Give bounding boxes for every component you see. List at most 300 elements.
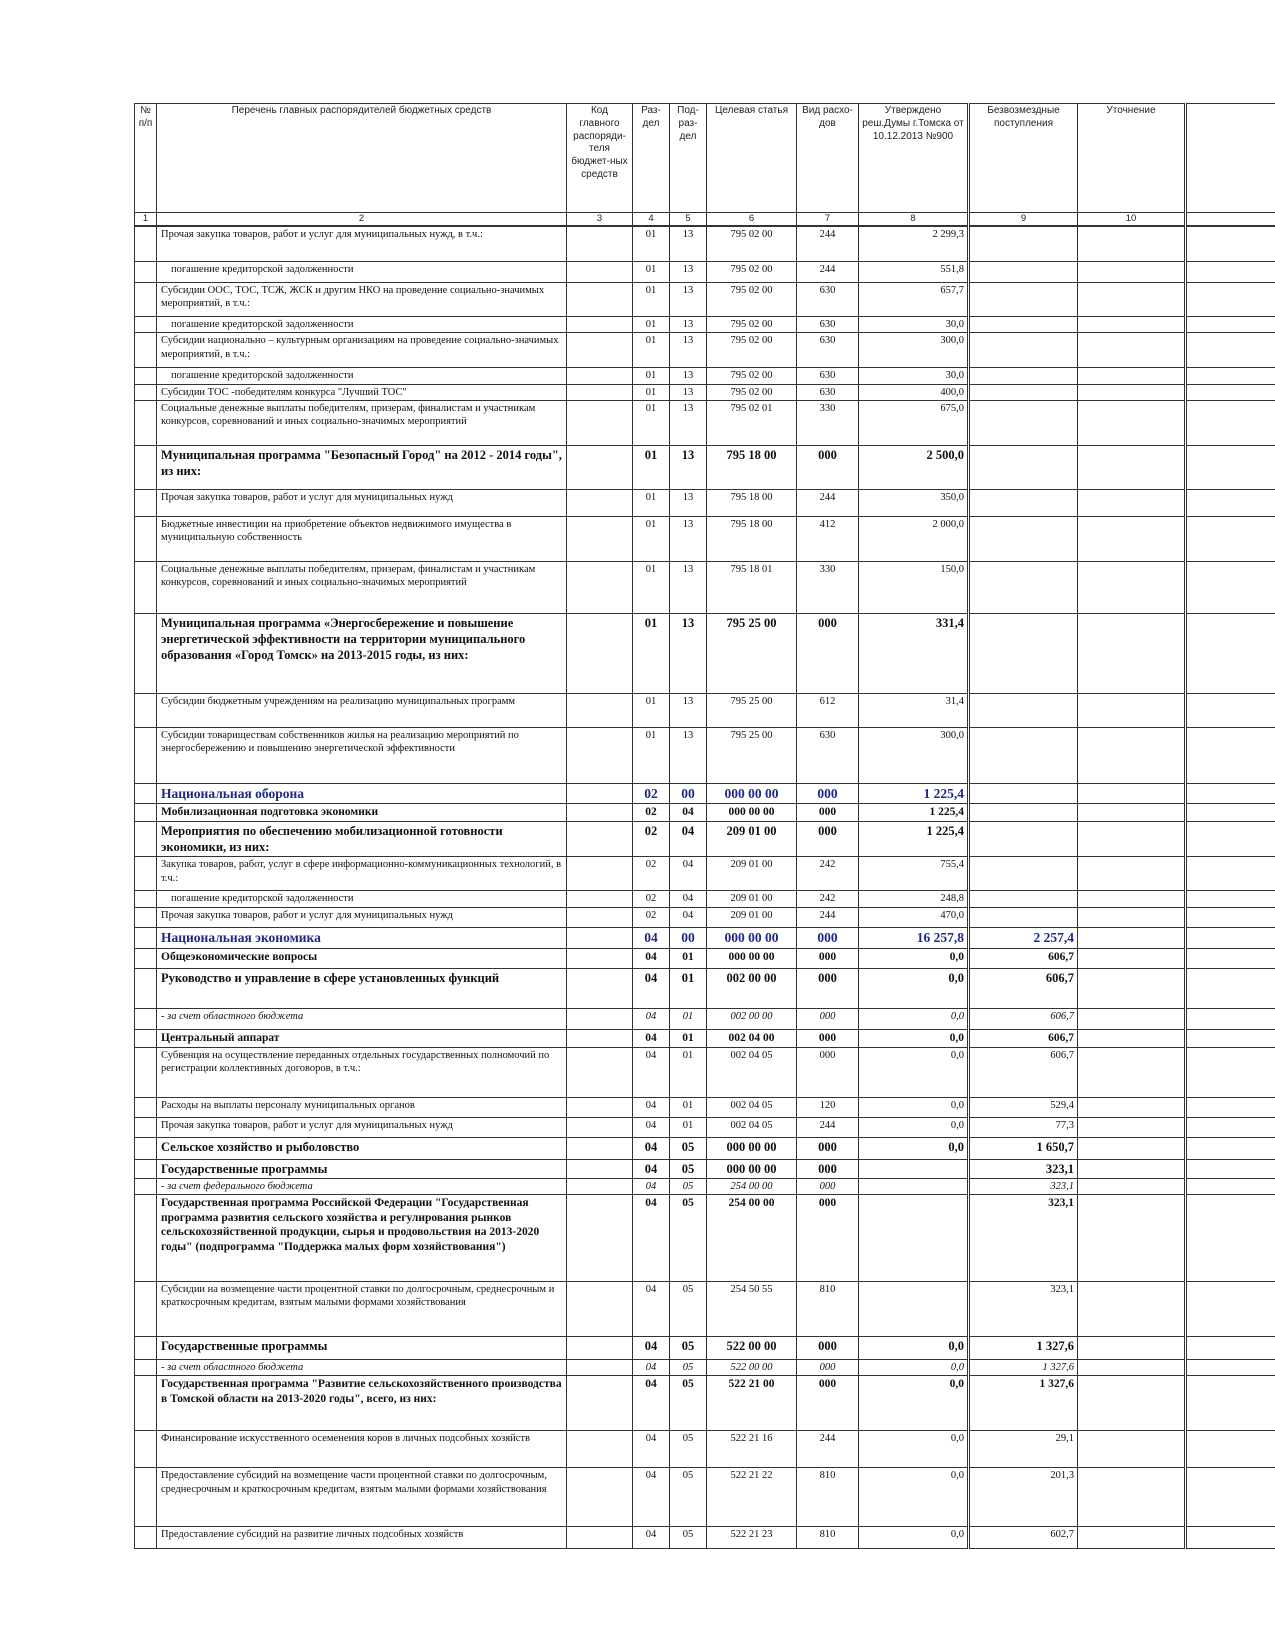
row-podrazdel-cell: 13 [670,489,707,516]
row-number-cell [135,282,157,316]
row-code-cell [567,1376,633,1431]
header-col-podrazdel: Под-раз-дел [670,104,707,213]
row-podrazdel-cell: 05 [670,1376,707,1431]
row-extra-cell [1186,1359,1275,1375]
row-article-cell: 522 21 23 [707,1527,797,1549]
row-refinement-cell [1078,1281,1186,1336]
row-extra-cell [1186,1336,1275,1359]
row-vid-cell: 000 [797,968,859,1008]
row-article-cell: 254 00 00 [707,1194,797,1281]
row-podrazdel-cell: 01 [670,968,707,1008]
row-podrazdel-cell: 01 [670,1047,707,1097]
row-article-cell: 000 00 00 [707,948,797,968]
row-approved-cell: 2 299,3 [859,226,969,261]
row-name-cell: Социальные денежные выплаты победителям, призерам, финалистам и участникам конкурсов, соревнований и иных социально-значимых мероприятий [157,400,567,445]
row-article-cell: 522 21 16 [707,1431,797,1468]
row-name-cell: Субсидии ТОС -победителям конкурса "Лучший ТОС" [157,384,567,400]
row-razdel-cell: 04 [633,1431,670,1468]
table-row [135,1281,1275,1336]
row-number-cell [135,857,157,891]
row-name-cell: Субсидии бюджетным учреждениям на реализацию муниципальных программ [157,693,567,727]
row-number-cell [135,1468,157,1527]
row-approved-cell: 0,0 [859,1527,969,1549]
row-article-cell: 522 00 00 [707,1359,797,1375]
row-number-cell [135,891,157,908]
row-code-cell [567,1029,633,1047]
row-gratuitous-cell: 77,3 [969,1117,1078,1137]
row-article-cell: 522 21 22 [707,1468,797,1527]
row-article-cell: 254 00 00 [707,1178,797,1194]
row-vid-cell: 000 [797,1159,859,1178]
row-name-cell: Прочая закупка товаров, работ и услуг для муниципальных нужд [157,1117,567,1137]
row-number-cell [135,1117,157,1137]
row-extra-cell [1186,1468,1275,1527]
row-code-cell [567,1281,633,1336]
row-approved-cell: 657,7 [859,282,969,316]
row-vid-cell: 000 [797,822,859,857]
row-name-cell: погашение кредиторской задолженности [157,368,567,384]
row-code-cell [567,1359,633,1375]
row-gratuitous-cell: 606,7 [969,948,1078,968]
row-refinement-cell [1078,891,1186,908]
budget-table [134,103,1275,1549]
row-podrazdel-cell: 13 [670,316,707,332]
row-approved-cell: 675,0 [859,400,969,445]
row-vid-cell: 000 [797,1008,859,1029]
header-col-gratuitous: Безвозмездные поступления [969,104,1078,213]
row-number-cell [135,368,157,384]
row-article-cell: 522 00 00 [707,1336,797,1359]
row-approved-cell: 470,0 [859,908,969,928]
row-refinement-cell [1078,400,1186,445]
row-vid-cell: 244 [797,1431,859,1468]
row-podrazdel-cell: 13 [670,384,707,400]
colnum: 10 [1078,213,1186,227]
row-gratuitous-cell [969,368,1078,384]
row-gratuitous-cell: 1 327,6 [969,1336,1078,1359]
table-row [135,1527,1275,1549]
row-refinement-cell [1078,561,1186,613]
row-refinement-cell [1078,1194,1186,1281]
row-extra-cell [1186,804,1275,822]
row-approved-cell: 1 225,4 [859,783,969,803]
row-code-cell [567,968,633,1008]
budget-table-sheet [134,103,1275,1549]
row-approved-cell: 400,0 [859,384,969,400]
row-extra-cell [1186,261,1275,282]
row-gratuitous-cell [969,384,1078,400]
row-vid-cell: 330 [797,561,859,613]
table-row [135,1336,1275,1359]
colnum: 1 [135,213,157,227]
row-refinement-cell [1078,282,1186,316]
row-vid-cell: 244 [797,1117,859,1137]
colnum: 4 [633,213,670,227]
row-podrazdel-cell: 05 [670,1137,707,1159]
row-extra-cell [1186,727,1275,783]
row-name-cell: Прочая закупка товаров, работ и услуг для муниципальных нужд [157,489,567,516]
row-article-cell: 795 25 00 [707,693,797,727]
row-code-cell [567,1097,633,1117]
row-approved-cell [859,1178,969,1194]
row-extra-cell [1186,1178,1275,1194]
row-number-cell [135,1097,157,1117]
row-name-cell: Руководство и управление в сфере установленных функций [157,968,567,1008]
row-name-cell: Мобилизационная подготовка экономики [157,804,567,822]
row-razdel-cell: 01 [633,261,670,282]
row-code-cell [567,489,633,516]
row-number-cell [135,400,157,445]
table-row [135,613,1275,693]
row-razdel-cell: 04 [633,948,670,968]
colnum: 9 [969,213,1078,227]
row-extra-cell [1186,1047,1275,1097]
row-podrazdel-cell: 05 [670,1178,707,1194]
row-refinement-cell [1078,1047,1186,1097]
row-extra-cell [1186,908,1275,928]
row-name-cell: Закупка товаров, работ, услуг в сфере информационно-коммуникационных технологий, в т.ч.: [157,857,567,891]
row-podrazdel-cell: 13 [670,333,707,368]
header-col-razdel: Раз-дел [633,104,670,213]
row-vid-cell: 000 [797,948,859,968]
row-extra-cell [1186,445,1275,489]
row-razdel-cell: 04 [633,1194,670,1281]
column-number-row [135,213,1275,227]
row-code-cell [567,857,633,891]
row-approved-cell: 300,0 [859,333,969,368]
row-vid-cell: 810 [797,1281,859,1336]
row-number-cell [135,1336,157,1359]
row-name-cell: Государственные программы [157,1159,567,1178]
row-gratuitous-cell: 1 650,7 [969,1137,1078,1159]
row-razdel-cell: 01 [633,282,670,316]
row-podrazdel-cell: 04 [670,891,707,908]
row-extra-cell [1186,857,1275,891]
row-razdel-cell: 01 [633,368,670,384]
row-approved-cell: 30,0 [859,368,969,384]
row-podrazdel-cell: 05 [670,1359,707,1375]
row-name-cell: Муниципальная программа "Безопасный Город" на 2012 - 2014 годы", из них: [157,445,567,489]
colnum: 8 [859,213,969,227]
header-col-approved: Утверждено реш.Думы г.Томска от 10.12.2013 №900 [859,104,969,213]
row-code-cell [567,384,633,400]
row-approved-cell: 0,0 [859,1359,969,1375]
row-vid-cell: 000 [797,1194,859,1281]
row-podrazdel-cell: 05 [670,1336,707,1359]
table-row [135,561,1275,613]
row-name-cell: погашение кредиторской задолженности [157,891,567,908]
row-extra-cell [1186,1008,1275,1029]
row-extra-cell [1186,316,1275,332]
header-col-num: № п/п [135,104,157,213]
row-name-cell: Центральный аппарат [157,1029,567,1047]
row-code-cell [567,1431,633,1468]
row-extra-cell [1186,400,1275,445]
row-vid-cell: 630 [797,333,859,368]
row-vid-cell: 612 [797,693,859,727]
row-approved-cell [859,1194,969,1281]
row-gratuitous-cell [969,226,1078,261]
table-row [135,384,1275,400]
row-refinement-cell [1078,1137,1186,1159]
colnum-extra [1186,213,1275,227]
row-extra-cell [1186,693,1275,727]
row-vid-cell: 412 [797,516,859,561]
row-gratuitous-cell: 1 327,6 [969,1359,1078,1375]
row-article-cell: 002 04 05 [707,1117,797,1137]
colnum: 6 [707,213,797,227]
row-name-cell: Прочая закупка товаров, работ и услуг для муниципальных нужд [157,908,567,928]
row-code-cell [567,516,633,561]
row-article-cell: 795 02 00 [707,368,797,384]
row-podrazdel-cell: 00 [670,783,707,803]
table-row [135,489,1275,516]
row-approved-cell: 0,0 [859,1008,969,1029]
row-vid-cell: 242 [797,857,859,891]
row-number-cell [135,822,157,857]
row-extra-cell [1186,968,1275,1008]
row-podrazdel-cell: 04 [670,908,707,928]
row-article-cell: 209 01 00 [707,857,797,891]
row-extra-cell [1186,1137,1275,1159]
table-row [135,1117,1275,1137]
row-code-cell [567,1008,633,1029]
row-gratuitous-cell: 29,1 [969,1431,1078,1468]
table-body [135,226,1275,1549]
row-vid-cell: 000 [797,1359,859,1375]
row-extra-cell [1186,282,1275,316]
row-podrazdel-cell: 04 [670,822,707,857]
row-extra-cell [1186,489,1275,516]
row-refinement-cell [1078,445,1186,489]
row-podrazdel-cell: 05 [670,1527,707,1549]
row-refinement-cell [1078,1008,1186,1029]
table-row [135,1376,1275,1431]
row-approved-cell: 0,0 [859,1431,969,1468]
row-code-cell [567,1137,633,1159]
row-gratuitous-cell [969,561,1078,613]
row-code-cell [567,226,633,261]
row-refinement-cell [1078,1336,1186,1359]
row-refinement-cell [1078,1117,1186,1137]
row-refinement-cell [1078,968,1186,1008]
row-gratuitous-cell: 606,7 [969,1047,1078,1097]
row-refinement-cell [1078,333,1186,368]
row-extra-cell [1186,561,1275,613]
row-extra-cell [1186,1029,1275,1047]
row-gratuitous-cell: 323,1 [969,1159,1078,1178]
row-gratuitous-cell: 1 327,6 [969,1376,1078,1431]
row-article-cell: 795 02 00 [707,333,797,368]
row-razdel-cell: 02 [633,891,670,908]
row-extra-cell [1186,928,1275,948]
table-row [135,822,1275,857]
row-name-cell: Финансирование искусственного осеменения коров в личных подсобных хозяйств [157,1431,567,1468]
row-vid-cell: 630 [797,282,859,316]
row-razdel-cell: 01 [633,384,670,400]
row-razdel-cell: 04 [633,1281,670,1336]
row-gratuitous-cell: 606,7 [969,1029,1078,1047]
row-gratuitous-cell [969,891,1078,908]
row-article-cell: 000 00 00 [707,804,797,822]
row-razdel-cell: 04 [633,1097,670,1117]
row-approved-cell [859,1281,969,1336]
row-razdel-cell: 02 [633,783,670,803]
table-row [135,1008,1275,1029]
row-razdel-cell: 04 [633,968,670,1008]
row-podrazdel-cell: 13 [670,400,707,445]
row-number-cell [135,561,157,613]
row-vid-cell: 000 [797,804,859,822]
row-razdel-cell: 01 [633,400,670,445]
row-vid-cell: 244 [797,261,859,282]
row-razdel-cell: 04 [633,1117,670,1137]
row-podrazdel-cell: 05 [670,1194,707,1281]
row-extra-cell [1186,1281,1275,1336]
colnum: 3 [567,213,633,227]
row-article-cell: 795 02 00 [707,261,797,282]
row-extra-cell [1186,1194,1275,1281]
row-refinement-cell [1078,1376,1186,1431]
row-razdel-cell: 01 [633,333,670,368]
row-gratuitous-cell: 323,1 [969,1194,1078,1281]
row-article-cell: 795 02 00 [707,384,797,400]
row-vid-cell: 330 [797,400,859,445]
table-row [135,948,1275,968]
row-approved-cell: 248,8 [859,891,969,908]
row-razdel-cell: 04 [633,1178,670,1194]
row-extra-cell [1186,783,1275,803]
row-number-cell [135,261,157,282]
row-extra-cell [1186,1159,1275,1178]
row-article-cell: 000 00 00 [707,928,797,948]
row-podrazdel-cell: 01 [670,1117,707,1137]
row-number-cell [135,316,157,332]
row-code-cell [567,1178,633,1194]
table-row [135,282,1275,316]
row-refinement-cell [1078,804,1186,822]
row-number-cell [135,1194,157,1281]
row-code-cell [567,1194,633,1281]
row-approved-cell: 0,0 [859,968,969,1008]
row-extra-cell [1186,1376,1275,1431]
row-refinement-cell [1078,1097,1186,1117]
row-razdel-cell: 04 [633,1468,670,1527]
row-code-cell [567,1159,633,1178]
table-row [135,400,1275,445]
row-gratuitous-cell [969,400,1078,445]
row-vid-cell: 000 [797,1178,859,1194]
table-row [135,693,1275,727]
table-row [135,928,1275,948]
row-number-cell [135,445,157,489]
table-row [135,727,1275,783]
row-approved-cell: 31,4 [859,693,969,727]
row-article-cell: 209 01 00 [707,822,797,857]
colnum: 7 [797,213,859,227]
row-razdel-cell: 01 [633,693,670,727]
row-gratuitous-cell [969,783,1078,803]
row-number-cell [135,1008,157,1029]
row-podrazdel-cell: 05 [670,1159,707,1178]
row-podrazdel-cell: 01 [670,1029,707,1047]
row-approved-cell: 0,0 [859,1047,969,1097]
table-row [135,1097,1275,1117]
table-row [135,316,1275,332]
row-article-cell: 795 18 00 [707,516,797,561]
row-gratuitous-cell [969,613,1078,693]
row-approved-cell: 30,0 [859,316,969,332]
row-podrazdel-cell: 13 [670,261,707,282]
row-extra-cell [1186,948,1275,968]
row-refinement-cell [1078,1178,1186,1194]
table-row [135,857,1275,891]
row-article-cell: 002 04 00 [707,1029,797,1047]
row-gratuitous-cell [969,822,1078,857]
row-refinement-cell [1078,1159,1186,1178]
row-approved-cell: 0,0 [859,1097,969,1117]
row-approved-cell: 551,8 [859,261,969,282]
row-number-cell [135,1178,157,1194]
row-razdel-cell: 01 [633,226,670,261]
row-vid-cell: 810 [797,1468,859,1527]
row-podrazdel-cell: 13 [670,727,707,783]
row-article-cell: 795 18 00 [707,489,797,516]
row-gratuitous-cell: 602,7 [969,1527,1078,1549]
row-number-cell [135,783,157,803]
row-razdel-cell: 01 [633,561,670,613]
row-razdel-cell: 02 [633,908,670,928]
row-article-cell: 254 50 55 [707,1281,797,1336]
row-approved-cell: 755,4 [859,857,969,891]
header-col-name: Перечень главных распорядителей бюджетных средств [157,104,567,213]
table-row [135,1029,1275,1047]
row-code-cell [567,333,633,368]
row-extra-cell [1186,368,1275,384]
row-name-cell: - за счет областного бюджета [157,1359,567,1375]
row-refinement-cell [1078,693,1186,727]
row-podrazdel-cell: 01 [670,1097,707,1117]
row-name-cell: погашение кредиторской задолженности [157,316,567,332]
row-vid-cell: 120 [797,1097,859,1117]
row-refinement-cell [1078,226,1186,261]
row-refinement-cell [1078,261,1186,282]
row-number-cell [135,1431,157,1468]
row-code-cell [567,804,633,822]
table-row [135,1431,1275,1468]
row-razdel-cell: 04 [633,1336,670,1359]
row-name-cell: Субсидии товариществам собственников жилья на реализацию мероприятий по энергосбережению и повышению энергетической эффективности [157,727,567,783]
row-number-cell [135,384,157,400]
row-razdel-cell: 01 [633,613,670,693]
row-article-cell: 000 00 00 [707,1159,797,1178]
row-refinement-cell [1078,928,1186,948]
row-gratuitous-cell [969,516,1078,561]
row-code-cell [567,727,633,783]
row-gratuitous-cell [969,282,1078,316]
header-row [135,104,1275,213]
row-name-cell: Сельское хозяйство и рыболовство [157,1137,567,1159]
row-podrazdel-cell: 13 [670,282,707,316]
row-extra-cell [1186,1117,1275,1137]
row-gratuitous-cell [969,804,1078,822]
row-podrazdel-cell: 13 [670,693,707,727]
row-gratuitous-cell [969,908,1078,928]
row-podrazdel-cell: 05 [670,1468,707,1527]
row-approved-cell: 0,0 [859,1336,969,1359]
row-number-cell [135,1527,157,1549]
row-number-cell [135,333,157,368]
